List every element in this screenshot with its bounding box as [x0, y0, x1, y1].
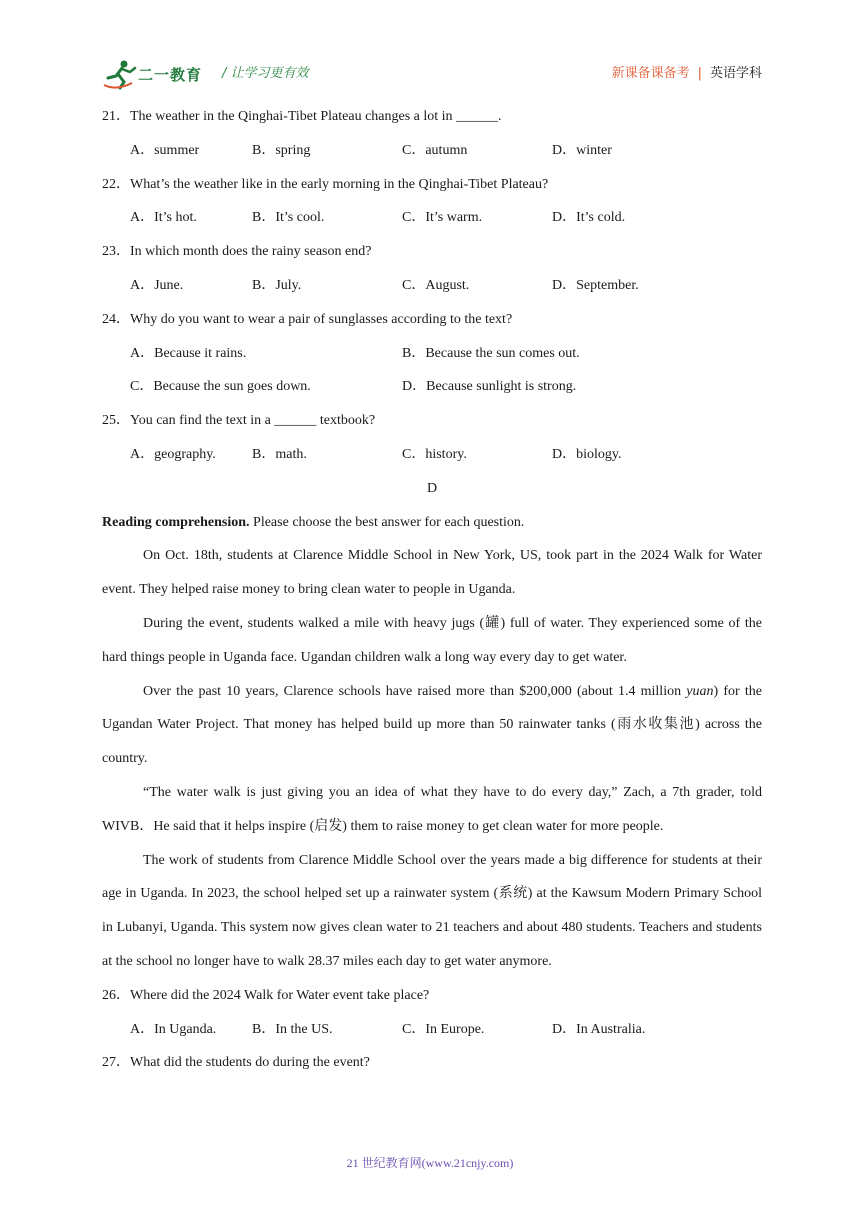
option-a[interactable]: A．Because it rains. — [130, 345, 247, 361]
question-stem: 22．What’s the weather like in the early morning in the Qinghai-Tibet Plateau? — [102, 176, 549, 192]
logo — [102, 58, 212, 90]
runner-logo-icon — [102, 58, 138, 90]
option-b[interactable]: B．In the US. — [252, 1021, 333, 1037]
option-b[interactable]: B．It’s cool. — [252, 210, 325, 226]
option-c[interactable]: C．It’s warm. — [402, 210, 483, 226]
section-instruction — [102, 506, 762, 540]
option-b[interactable]: B．Because the sun comes out. — [402, 345, 580, 361]
option-c[interactable]: C．history. — [402, 446, 467, 462]
passage-paragraph: During the event, students walked a mile with heavy jugs (罐) full of water. They experienced some of the hard things people in Uganda face. Ugandan children walk a long way every day to get water. — [102, 615, 762, 665]
question-stem: 26．Where did the 2024 Walk for Water event take place? — [102, 987, 430, 1003]
option-d[interactable]: D．September. — [552, 277, 639, 293]
option-c[interactable]: C．In Europe. — [402, 1021, 485, 1037]
option-a[interactable]: A．June. — [130, 277, 184, 293]
header-subject-label: 英语学科 — [709, 66, 762, 81]
option-a[interactable]: A．In Uganda. — [130, 1021, 217, 1037]
page-header — [102, 56, 762, 92]
question-options — [102, 134, 762, 168]
option-a[interactable]: A．summer — [130, 142, 200, 158]
question-stem: 27．What did the students do during the event? — [102, 1055, 370, 1071]
question-stem: 24．Why do you want to wear a pair of sunglasses according to the text? — [102, 311, 513, 327]
question-options — [102, 269, 762, 303]
option-c[interactable]: C．Because the sun goes down. — [130, 379, 311, 395]
question-stem: 21．The weather in the Qinghai-Tibet Plateau changes a lot in ______. — [102, 109, 502, 124]
option-a[interactable]: A．It’s hot. — [130, 210, 197, 226]
section-letter: D — [426, 480, 438, 496]
question-options — [102, 438, 762, 472]
question-stem: 23．In which month does the rainy season end? — [102, 244, 372, 260]
paragraph-text: ) for the Ugandan Water Project. That money has helped build up more than 50 rainwater tanks (雨水收集池) across the country. — [102, 683, 762, 767]
option-b[interactable]: B．July. — [252, 277, 302, 293]
option-b[interactable]: B．math. — [252, 446, 307, 462]
question-options — [102, 370, 762, 404]
option-d[interactable]: D．winter — [552, 142, 612, 158]
question-options — [102, 1013, 762, 1047]
passage-paragraph: The work of students from Clarence Middle School over the years made a big difference for students at their age in Uganda. In 2023, the school helped set up a rainwater system (系统) at the Kawsum Modern Primary School in Lubanyi, Uganda. This system now gives clean water to 21 teachers and about 480 students. Teachers and students at the school no longer have to walk 28.37 miles each day to get water anymore. — [102, 852, 762, 969]
logo-text: 二一教育 — [138, 66, 203, 84]
page-footer[interactable]: 21 世纪教育网(www.21cnjy.com) — [346, 1156, 514, 1170]
option-b[interactable]: B．spring — [252, 142, 311, 158]
option-d[interactable]: D．It’s cold. — [552, 210, 626, 226]
question-stem: 25．You can find the text in a ______ textbook? — [102, 413, 376, 429]
slogan: / 让学习更有效 — [222, 66, 309, 81]
instruction-title: Reading comprehension. — [102, 514, 250, 530]
passage-paragraph — [102, 675, 762, 776]
passage-paragraph: On Oct. 18th, students at Clarence Middle School in New York, US, took part in the 2024 Walk for Water event. They helped raise money to bring clean water to people in Uganda. — [102, 548, 762, 598]
header-separator: | — [697, 66, 702, 81]
header-tagline: 新课备课备考 — [611, 66, 690, 81]
option-d[interactable]: D．In Australia. — [552, 1021, 646, 1037]
option-c[interactable]: C．autumn — [402, 142, 468, 158]
paragraph-italic: yuan — [686, 683, 714, 699]
paragraph-text: Over the past 10 years, Clarence schools have raised more than $200,000 (about 1.4 million — [143, 683, 687, 699]
passage-paragraph: “The water walk is just giving you an idea of what they have to do every day,” Zach, a 7th grader, told WIVB．He said that it helps inspire (启发) them to raise money to get clean water for more people. — [102, 784, 762, 834]
option-a[interactable]: A．geography. — [130, 446, 216, 462]
option-c[interactable]: C．August. — [402, 277, 470, 293]
option-d[interactable]: D．biology. — [552, 446, 622, 462]
page-content — [102, 100, 762, 1080]
question-options — [102, 201, 762, 235]
question-options — [102, 337, 762, 371]
option-d[interactable]: D．Because sunlight is strong. — [402, 379, 577, 395]
header-subject — [612, 62, 762, 81]
instruction-text: Please choose the best answer for each question. — [249, 514, 525, 530]
